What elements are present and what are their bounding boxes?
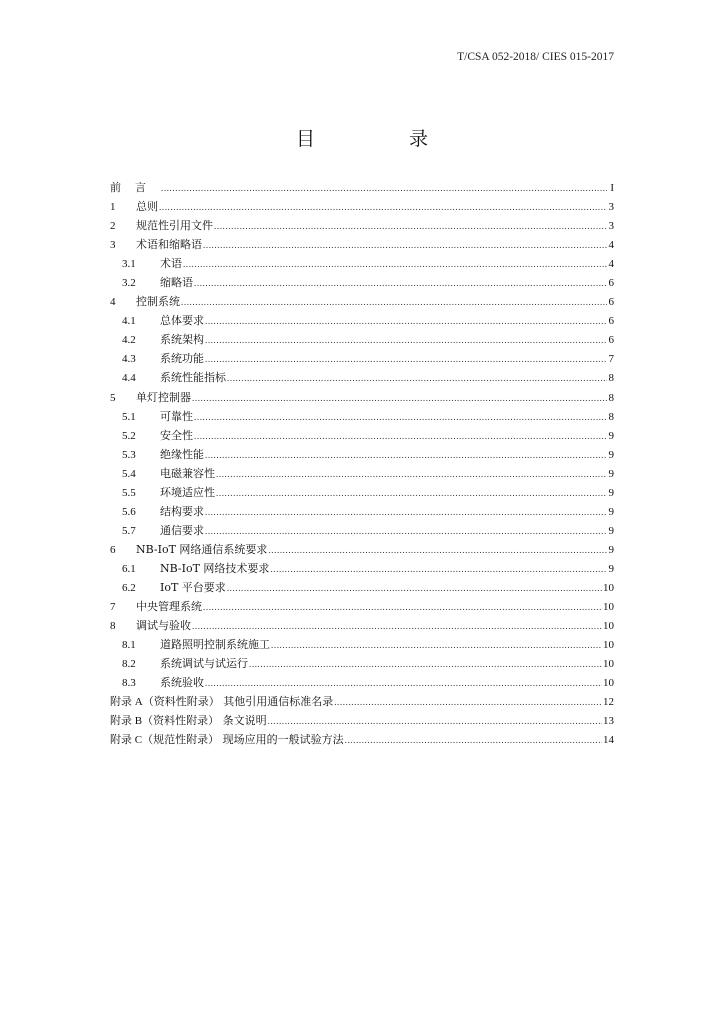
toc-entry-page-number: 8 xyxy=(608,372,614,385)
dot-leader xyxy=(194,274,607,293)
dot-leader xyxy=(205,350,607,369)
dot-leader xyxy=(205,312,607,331)
toc-entry-title: 缩略语 xyxy=(160,276,193,290)
toc-entry-page-number: 8 xyxy=(608,410,614,423)
toc-entry-title: NB-IoT 网络技术要求 xyxy=(160,561,270,575)
toc-entry-number: 附录 A xyxy=(110,696,143,709)
toc-entry-title: 规范性引用文件 xyxy=(136,219,213,233)
toc-entry[interactable] xyxy=(110,559,614,578)
toc-entry[interactable] xyxy=(110,654,614,673)
toc-entry-number: 5.6 xyxy=(122,505,136,518)
toc-entry-number: 附录 B xyxy=(110,715,143,728)
toc-entry-page-number: 9 xyxy=(608,448,614,461)
toc-entry-number: 2 xyxy=(110,220,116,233)
toc-entry-title: （资料性附录） 其他引用通信标准名录 xyxy=(142,695,334,709)
toc-entry-title: 单灯控制器 xyxy=(136,390,191,404)
toc-entry-page-number: 6 xyxy=(608,277,614,290)
toc-entry-page-number: 10 xyxy=(603,601,614,614)
toc-entry-number: 5.3 xyxy=(122,448,136,461)
dot-leader xyxy=(216,465,607,484)
toc-entry-title: 可靠性 xyxy=(160,409,193,423)
toc-entry-page-number: 10 xyxy=(603,658,614,671)
dot-leader xyxy=(192,617,602,636)
toc-entry[interactable] xyxy=(110,673,614,692)
toc-entry-number: 3.1 xyxy=(122,258,136,271)
toc-entry-page-number: 9 xyxy=(608,467,614,480)
dot-leader xyxy=(194,408,607,427)
toc-entry-page-number: 7 xyxy=(608,353,614,366)
toc-entry-page-number: 4 xyxy=(608,239,614,252)
toc-entry-page-number: 6 xyxy=(608,334,614,347)
toc-entry-number: 5.7 xyxy=(122,524,136,537)
dot-leader xyxy=(194,427,607,446)
toc-entry-number: 8.3 xyxy=(122,677,136,690)
toc-entry-number: 4.3 xyxy=(122,353,136,366)
toc-entry[interactable] xyxy=(110,578,614,597)
toc-entry[interactable] xyxy=(110,407,614,426)
toc-entry[interactable] xyxy=(110,368,614,387)
toc-entry-page-number: I xyxy=(610,182,614,194)
toc-entry-number: 5 xyxy=(110,391,116,404)
toc-entry-page-number: 8 xyxy=(608,391,614,404)
toc-entry[interactable] xyxy=(110,388,614,407)
toc-entry[interactable] xyxy=(110,616,614,635)
dot-leader xyxy=(181,293,607,312)
toc-entry-title: （规范性附录） 现场应用的一般试验方法 xyxy=(142,733,344,747)
toc-entry[interactable] xyxy=(110,254,614,273)
toc-entry-title: 道路照明控制系统施工 xyxy=(160,638,270,652)
toc-entry[interactable] xyxy=(110,635,614,654)
toc-entry-number: 5.5 xyxy=(122,486,136,499)
toc-entry-number: 3 xyxy=(110,239,116,252)
dot-leader xyxy=(345,731,602,750)
toc-entry-title: 中央管理系统 xyxy=(136,600,202,614)
toc-entry-number: 附录 C xyxy=(110,734,143,747)
dot-leader xyxy=(271,636,602,655)
toc-entry[interactable] xyxy=(110,235,614,254)
toc-entry[interactable] xyxy=(110,464,614,483)
toc-entry-number: 3.2 xyxy=(122,277,136,290)
toc-entry[interactable] xyxy=(110,502,614,521)
dot-leader xyxy=(205,522,607,541)
dot-leader xyxy=(216,484,607,503)
toc-entry-title: 前言 xyxy=(110,181,160,194)
dot-leader xyxy=(334,693,602,712)
toc-entry-title: IoT 平台要求 xyxy=(160,580,226,594)
dot-leader xyxy=(192,389,607,408)
dot-leader xyxy=(205,674,602,693)
toc-entry-page-number: 14 xyxy=(603,734,614,747)
dot-leader xyxy=(249,655,602,674)
toc-entry-number: 5.2 xyxy=(122,429,136,442)
toc-entry-number: 4.2 xyxy=(122,334,136,347)
dot-leader xyxy=(203,236,607,255)
toc-entry-number: 6 xyxy=(110,543,116,556)
toc-entry-number: 4 xyxy=(110,296,116,309)
toc-entry[interactable] xyxy=(110,330,614,349)
toc-entry[interactable] xyxy=(110,273,614,292)
toc-entry[interactable] xyxy=(110,197,614,216)
toc-entry-title: NB-IoT 网络通信系统要求 xyxy=(136,542,268,556)
toc-entry-number: 1 xyxy=(110,201,116,214)
dot-leader xyxy=(214,217,607,236)
toc-entry-page-number: 6 xyxy=(608,296,614,309)
toc-entry-number: 5.1 xyxy=(122,410,136,423)
dot-leader xyxy=(183,255,607,274)
dot-leader xyxy=(159,198,607,217)
toc-entry[interactable] xyxy=(110,311,614,330)
toc-entry[interactable] xyxy=(110,349,614,368)
toc-entry-page-number: 3 xyxy=(608,201,614,214)
toc-entry-page-number: 6 xyxy=(608,315,614,328)
toc-entry-page-number: 10 xyxy=(603,639,614,652)
toc-entry-title: 总体要求 xyxy=(160,314,204,328)
toc-entry-title: （资料性附录） 条文说明 xyxy=(142,714,267,728)
toc-entry[interactable] xyxy=(110,178,614,197)
toc-entry[interactable] xyxy=(110,597,614,616)
toc-entry[interactable] xyxy=(110,692,614,711)
toc-entry-number: 4.1 xyxy=(122,315,136,328)
table-of-contents xyxy=(110,178,614,749)
toc-entry-number: 5.4 xyxy=(122,467,136,480)
toc-entry-title: 术语 xyxy=(160,257,182,271)
dot-leader xyxy=(268,541,607,560)
toc-entry-page-number: 4 xyxy=(608,258,614,271)
toc-entry[interactable] xyxy=(110,730,614,749)
toc-entry[interactable] xyxy=(110,540,614,559)
toc-entry-number: 6.2 xyxy=(122,581,136,594)
toc-entry-number: 8.1 xyxy=(122,639,136,652)
toc-entry[interactable] xyxy=(110,216,614,235)
toc-entry-page-number: 3 xyxy=(608,220,614,233)
toc-entry-title: 系统功能 xyxy=(160,352,204,366)
toc-entry[interactable] xyxy=(110,292,614,311)
dot-leader xyxy=(227,579,602,598)
toc-entry-title: 通信要求 xyxy=(160,523,204,537)
toc-entry-title: 安全性 xyxy=(160,428,193,442)
toc-entry-title: 系统调试与试运行 xyxy=(160,657,248,671)
toc-entry-title: 结构要求 xyxy=(160,504,204,518)
toc-entry-page-number: 13 xyxy=(603,715,614,728)
dot-leader xyxy=(270,560,607,579)
toc-entry-title: 环境适应性 xyxy=(160,485,215,499)
dot-leader xyxy=(203,598,602,617)
toc-entry-number: 8.2 xyxy=(122,658,136,671)
toc-entry-title: 总则 xyxy=(136,200,158,214)
dot-leader xyxy=(205,503,607,522)
toc-entry[interactable] xyxy=(110,445,614,464)
toc-entry-title: 电磁兼容性 xyxy=(160,466,215,480)
toc-entry-title: 调试与验收 xyxy=(136,619,191,633)
dot-leader xyxy=(268,712,602,731)
toc-entry-page-number: 10 xyxy=(603,620,614,633)
toc-entry-title: 术语和缩略语 xyxy=(136,238,202,252)
toc-entry-page-number: 9 xyxy=(608,543,614,556)
toc-entry-number: 7 xyxy=(110,601,116,614)
toc-entry-number: 8 xyxy=(110,620,116,633)
dot-leader xyxy=(205,446,607,465)
toc-entry-page-number: 9 xyxy=(608,562,614,575)
toc-entry-title: 系统验收 xyxy=(160,676,204,690)
toc-entry[interactable] xyxy=(110,426,614,445)
dot-leader xyxy=(227,369,607,388)
toc-entry-page-number: 9 xyxy=(608,505,614,518)
toc-entry-title: 绝缘性能 xyxy=(160,447,204,461)
dot-leader xyxy=(161,179,607,198)
toc-entry-number: 4.4 xyxy=(122,372,136,385)
toc-entry-page-number: 9 xyxy=(608,429,614,442)
toc-entry-title: 系统架构 xyxy=(160,333,204,347)
toc-entry-page-number: 10 xyxy=(603,677,614,690)
toc-entry-title: 系统性能指标 xyxy=(160,371,226,385)
toc-entry-title: 控制系统 xyxy=(136,295,180,309)
document-code-header: T/CSA 052-2018/ CIES 015-2017 xyxy=(457,51,614,63)
toc-entry-number: 6.1 xyxy=(122,562,136,575)
toc-entry[interactable] xyxy=(110,521,614,540)
dot-leader xyxy=(205,331,607,350)
toc-entry-page-number: 9 xyxy=(608,486,614,499)
toc-entry-page-number: 9 xyxy=(608,524,614,537)
toc-entry-page-number: 10 xyxy=(603,581,614,594)
page-title: 目 录 xyxy=(295,128,473,150)
toc-entry[interactable] xyxy=(110,483,614,502)
toc-entry[interactable] xyxy=(110,711,614,730)
toc-entry-page-number: 12 xyxy=(603,696,614,709)
